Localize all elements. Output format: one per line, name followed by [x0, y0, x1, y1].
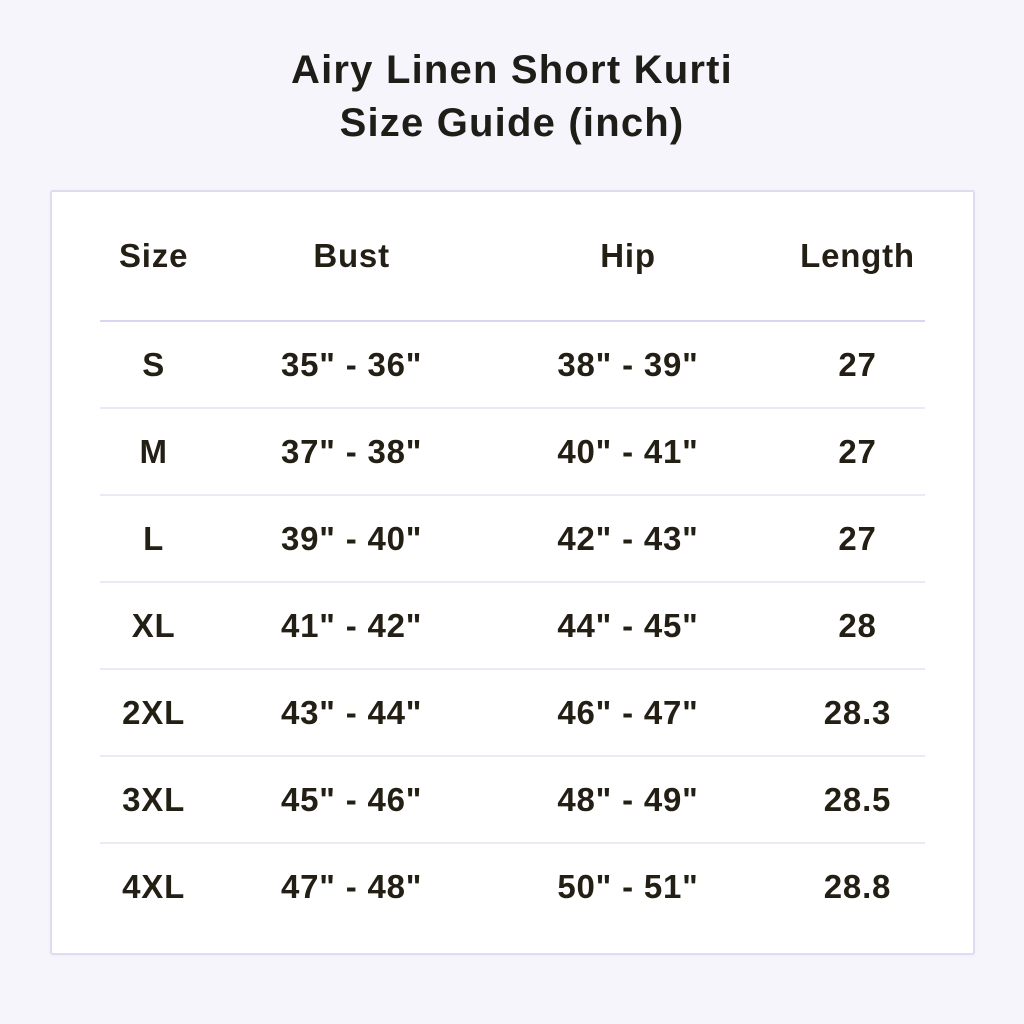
cell-size: L — [143, 519, 165, 557]
cell-size: XL — [131, 606, 176, 644]
header-cell-bust: Bust — [313, 237, 390, 274]
cell-length: 27 — [838, 519, 877, 557]
cell-size: 3XL — [122, 780, 186, 818]
size-guide-card — [50, 190, 975, 955]
table-row-m — [100, 409, 925, 494]
cell-hip: 44" - 45" — [557, 606, 699, 644]
cell-length: 28.5 — [823, 780, 892, 818]
table-row-xl — [100, 583, 925, 668]
table-row-4xl — [100, 844, 925, 929]
cell-hip: 42" - 43" — [557, 519, 699, 557]
cell-length: 28.8 — [823, 867, 892, 905]
cell-hip: 40" - 41" — [557, 432, 699, 470]
table-row-3xl — [100, 757, 925, 842]
cell-hip: 50" - 51" — [557, 867, 699, 905]
cell-length: 27 — [838, 432, 877, 470]
cell-size: S — [142, 345, 166, 383]
cell-bust: 39" - 40" — [281, 519, 423, 557]
cell-length: 28 — [838, 606, 877, 644]
page-title — [0, 44, 1024, 150]
table-row-2xl — [100, 670, 925, 755]
header-cell-size: Size — [119, 237, 189, 274]
cell-bust: 35" - 36" — [281, 345, 423, 383]
cell-hip: 48" - 49" — [557, 780, 699, 818]
header-cell-hip: Hip — [600, 237, 656, 274]
cell-size: 4XL — [122, 867, 186, 905]
cell-bust: 47" - 48" — [281, 867, 423, 905]
cell-hip: 38" - 39" — [557, 345, 699, 383]
header-cell-length: Length — [800, 237, 915, 274]
cell-hip: 46" - 47" — [557, 693, 699, 731]
cell-length: 28.3 — [823, 693, 892, 731]
cell-size: M — [139, 432, 168, 470]
cell-size: 2XL — [122, 693, 186, 731]
cell-bust: 43" - 44" — [281, 693, 423, 731]
cell-length: 27 — [838, 345, 877, 383]
title-line-guide: Size Guide (inch) — [339, 101, 685, 145]
table-header-row — [100, 192, 925, 320]
title-line-product: Airy Linen Short Kurti — [291, 48, 733, 92]
cell-bust: 41" - 42" — [281, 606, 423, 644]
table-row-l — [100, 496, 925, 581]
table-row-s — [100, 322, 925, 407]
cell-bust: 45" - 46" — [281, 780, 423, 818]
cell-bust: 37" - 38" — [281, 432, 423, 470]
